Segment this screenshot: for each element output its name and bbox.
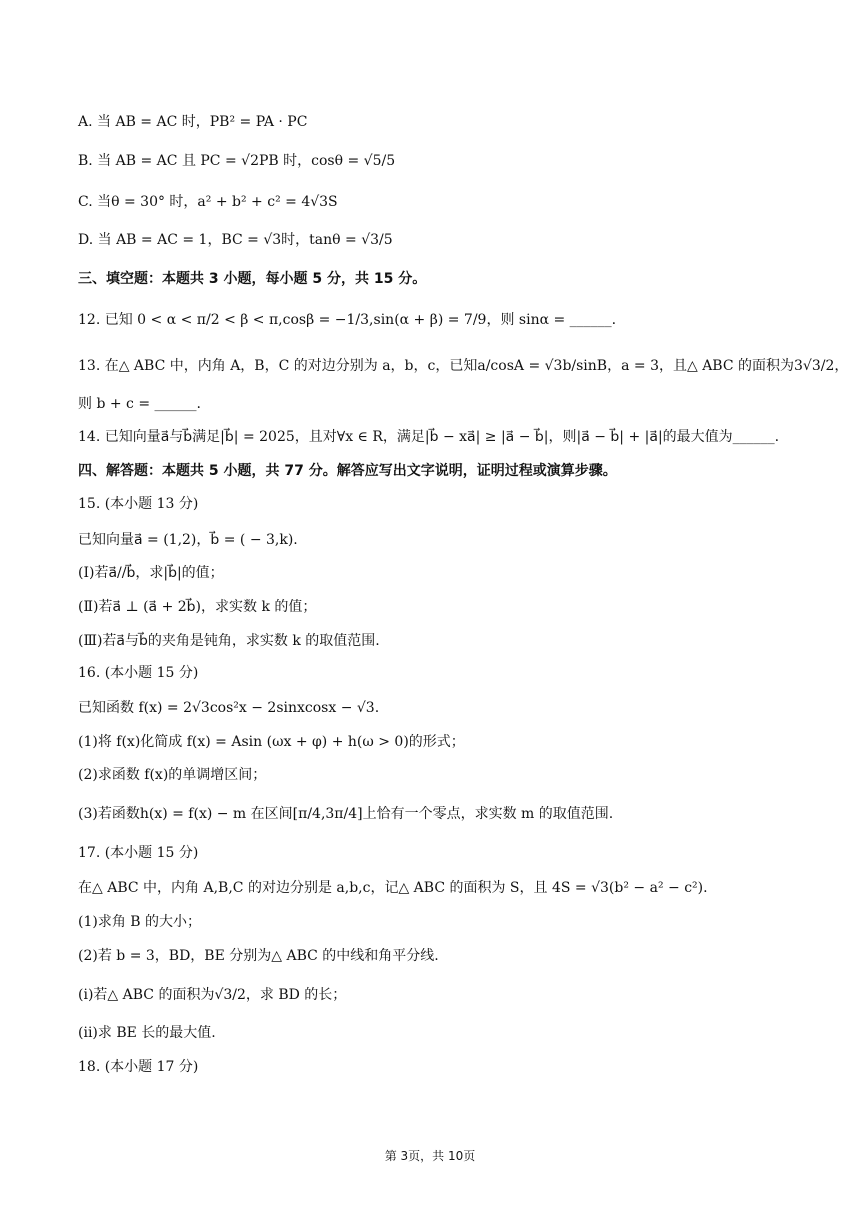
- question-12: 12. 已知 0 < α < π/2 < β < π,cosβ = −1/3,sin(α + β) = 7/9，则 sinα = ______.: [78, 312, 617, 328]
- question-16-part-1: (1)将 f(x)化简成 f(x) = Asin (ωx + φ) + h(ω > 0)的形式；: [78, 734, 465, 750]
- question-17-part-2-ii: (ii)求 BE 长的最大值.: [78, 1025, 216, 1041]
- question-14: 14. 已知向量a⃗与b⃗满足|b⃗| = 2025，且对∀x ∈ R，满足|b⃗ − xa⃗| ≥ |a⃗ − b⃗|，则|a⃗ − b⃗| + |a⃗|的最大值为______.: [78, 429, 780, 445]
- question-15-title: 15. (本小题 13 分): [78, 496, 199, 512]
- question-18-title: 18. (本小题 17 分): [78, 1059, 199, 1075]
- question-16-stem: 已知函数 f(x) = 2√3cos²x − 2sinxcosx − √3.: [78, 700, 380, 716]
- question-16-title: 16. (本小题 15 分): [78, 665, 199, 681]
- question-17-part-2: (2)若 b = 3，BD，BE 分别为△ ABC 的中线和角平分线.: [78, 948, 439, 964]
- question-17-title: 17. (本小题 15 分): [78, 845, 199, 861]
- option-b: B. 当 AB = AC 且 PC = √2PB 时，cosθ = √5/5: [78, 153, 396, 169]
- question-15-part-3: (Ⅲ)若a⃗与b⃗的夹角是钝角，求实数 k 的取值范围.: [78, 633, 380, 649]
- section-3-heading: 三、填空题：本题共 3 小题，每小题 5 分，共 15 分。: [78, 271, 427, 287]
- question-15-part-1: (Ⅰ)若a⃗//b⃗，求|b⃗|的值；: [78, 565, 224, 581]
- section-4-heading: 四、解答题：本题共 5 小题，共 77 分。解答应写出文字说明，证明过程或演算步骤。: [78, 463, 617, 479]
- question-16-part-2: (2)求函数 f(x)的单调增区间；: [78, 767, 267, 783]
- question-15-stem: 已知向量a⃗ = (1,2)，b⃗ = ( − 3,k).: [78, 532, 298, 548]
- question-13-line-1: 13. 在△ ABC 中，内角 A，B，C 的对边分别为 a，b，c，已知a/cosA = √3b/sinB，a = 3，且△ ABC 的面积为3√3/2，: [78, 358, 849, 374]
- option-a: A. 当 AB = AC 时，PB² = PA · PC: [78, 114, 308, 130]
- question-15-part-2: (Ⅱ)若a⃗ ⊥ (a⃗ + 2b⃗)，求实数 k 的值；: [78, 599, 317, 615]
- option-c: C. 当θ = 30° 时，a² + b² + c² = 4√3S: [78, 194, 338, 210]
- option-d: D. 当 AB = AC = 1，BC = √3时，tanθ = √3/5: [78, 232, 393, 248]
- question-13-line-2: 则 b + c = ______.: [78, 396, 201, 412]
- question-17-part-1: (1)求角 B 的大小；: [78, 914, 202, 930]
- question-17-part-2-i: (i)若△ ABC 的面积为√3/2，求 BD 的长；: [78, 987, 347, 1003]
- question-16-part-3: (3)若函数h(x) = f(x) − m 在区间[π/4,3π/4]上恰有一个零点，求实数 m 的取值范围.: [78, 806, 614, 822]
- question-17-stem: 在△ ABC 中，内角 A,B,C 的对边分别是 a,b,c，记△ ABC 的面积为 S，且 4S = √3(b² − a² − c²).: [78, 880, 708, 896]
- page-footer: 第 3页，共 10页: [384, 1149, 476, 1163]
